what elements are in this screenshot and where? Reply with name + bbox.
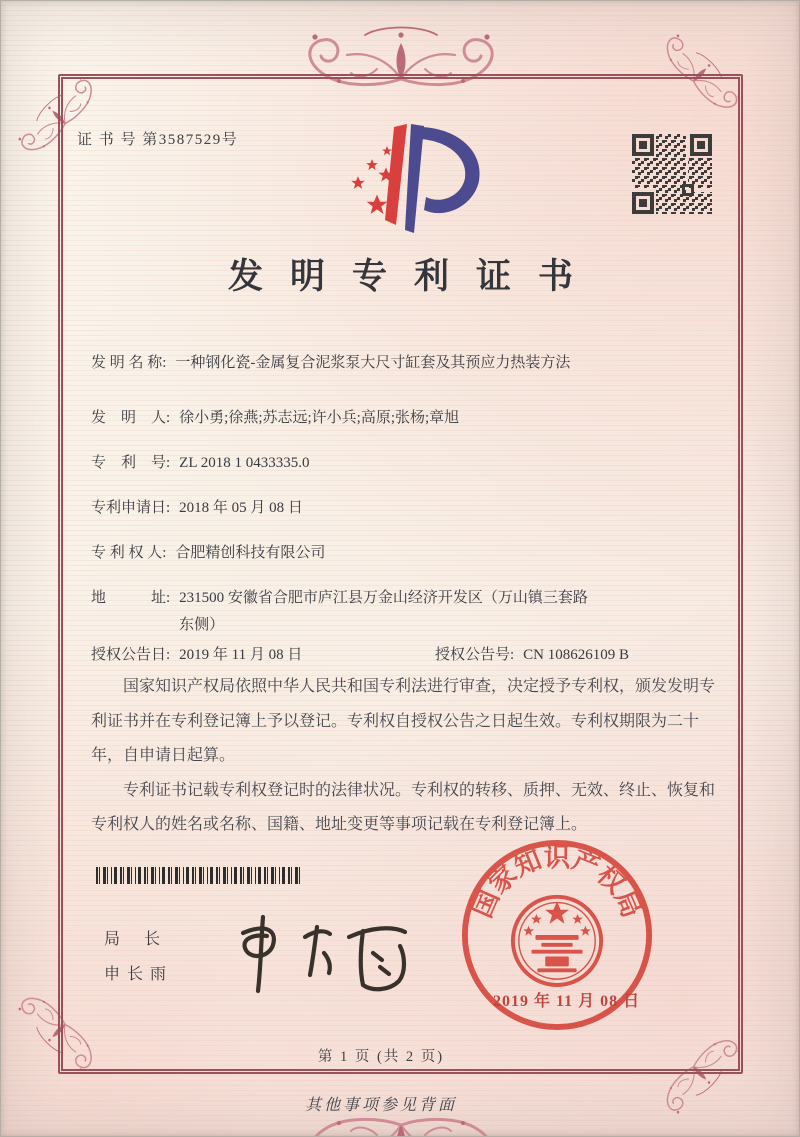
field-label: 专 利 号: bbox=[91, 455, 171, 471]
field-label: 授权公告日: bbox=[91, 647, 171, 663]
field-value: 2019 年 11 月 08 日 bbox=[179, 647, 303, 663]
field-label: 地 址: bbox=[91, 590, 171, 606]
field-value: CN 108626109 B bbox=[523, 647, 630, 663]
logo-p-bowl bbox=[420, 127, 480, 213]
field-label: 专利申请日: bbox=[91, 500, 171, 516]
field-label: 专 利 权 人: bbox=[91, 545, 167, 561]
director-name: 申长雨 bbox=[104, 966, 174, 983]
director-signature-icon bbox=[213, 901, 423, 1001]
field-value: 合肥精创科技有限公司 bbox=[175, 545, 326, 561]
director-title: 局 长 bbox=[104, 931, 171, 948]
legal-paragraph-2: 专利证书记载专利权登记时的法律状况。专利权的转移、质押、无效、终止、恢复和专利权人的姓名或名称、国籍、地址变更等事项记载在专利登记簿上。 bbox=[91, 781, 716, 833]
field-row-address bbox=[91, 585, 599, 639]
field-row-patentee bbox=[91, 540, 325, 567]
certificate-title: 发明专利证书 bbox=[227, 257, 600, 296]
cnipa-logo-icon bbox=[334, 121, 486, 239]
back-side-note: 其他事项参见背面 bbox=[304, 1097, 457, 1114]
field-value: 2018 年 05 月 08 日 bbox=[179, 500, 303, 516]
legal-text-block bbox=[91, 670, 721, 843]
field-row-inventors bbox=[91, 405, 459, 432]
field-value: 231500 安徽省合肥市庐江县万金山经济开发区（万山镇三套路东侧） bbox=[179, 590, 588, 633]
field-row-patent-number bbox=[91, 450, 309, 477]
field-label: 授权公告号: bbox=[435, 647, 515, 663]
field-value: 徐小勇;徐燕;苏志远;许小兵;高原;张杨;章旭 bbox=[179, 410, 460, 426]
field-row-invention-name bbox=[91, 350, 570, 377]
field-row-filing-date bbox=[91, 495, 303, 522]
barcode-icon bbox=[96, 867, 303, 884]
field-value: 一种钢化瓷-金属复合泥浆泵大尺寸缸套及其预应力热装方法 bbox=[175, 355, 571, 371]
national-emblem-icon bbox=[513, 897, 601, 985]
legal-paragraph-1: 国家知识产权局依照中华人民共和国专利法进行审查，决定授予专利权，颁发发明专利证书并在专利登记簿上予以登记。专利权自授权公告之日起生效。专利权期限为二十年，自申请日起算。 bbox=[91, 678, 716, 764]
qr-code-icon bbox=[632, 134, 712, 214]
page-number: 第 1 页 (共 2 页) bbox=[317, 1049, 445, 1065]
seal-date: 2019 年 11 月 08 日 bbox=[493, 993, 641, 1010]
field-label: 发 明 人: bbox=[91, 410, 171, 426]
field-value: ZL 2018 1 0433335.0 bbox=[179, 455, 310, 471]
field-label: 发 明 名 称: bbox=[91, 355, 167, 371]
field-row-grant-date bbox=[91, 642, 302, 669]
field-row-grant-number bbox=[435, 642, 629, 669]
certificate-number: 证 书 号 第3587529号 bbox=[77, 132, 239, 148]
logo-purple-stem bbox=[405, 124, 424, 233]
seal-org-text: 国家知识产权局 bbox=[466, 842, 648, 923]
